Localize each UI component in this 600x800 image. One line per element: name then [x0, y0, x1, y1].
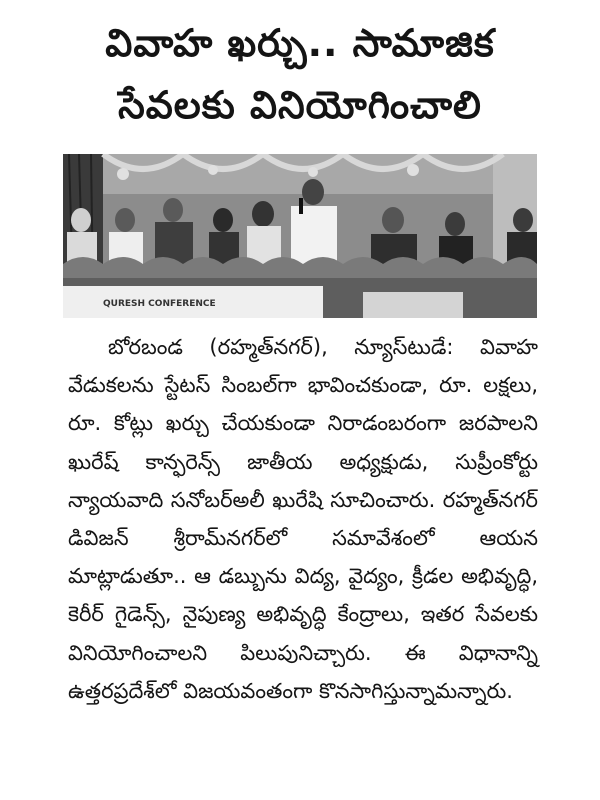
- headline-line-1: వివాహ ఖర్చు.. సామాజిక: [105, 21, 495, 65]
- article-body: [68, 328, 538, 710]
- news-photo: [63, 154, 537, 318]
- banner-text: QURESH CONFERENCE: [103, 299, 216, 309]
- meeting-photo-image: [63, 154, 537, 318]
- headline-line-2: సేవలకు వినియోగించాలి: [118, 83, 482, 127]
- article-paragraph: బోరబండ (రహ్మత్‌నగర్), న్యూస్‌టుడే: వివాహ వేడుకలను స్టేటస్ సింబల్‌గా భావించకుండా, రూ. లక్షలు, రూ. కోట్లు ఖర్చు చేయకుండా నిరాడంబరంగా జరపాలని ఖురేష్ కాన్ఫరెన్స్ జాతీయ అధ్యక్షుడు, సుప్రీంకోర్టు న్యాయవాది సనోబర్‌అలీ ఖురేషి సూచించారు. రహ్మత్‌నగర్ డివిజన్ శ్రీరామ్‌నగర్‌లో సమావేశంలో ఆయన మాట్లాడుతూ.. ఆ డబ్బును విద్య, వైద్యం, క్రీడల అభివృద్ధి, కెరీర్ గైడెన్స్, నైపుణ్య అభివృద్ధి కేంద్రాలు, ఇతర సేవలకు వినియోగించాలని పిలుపునిచ్చారు. ఈ విధానాన్ని ఉత్తరప్రదేశ్‌లో విజయవంతంగా కొనసాగిస్తున్నామన్నారు.: [68, 335, 538, 703]
- article-headline: [0, 12, 600, 136]
